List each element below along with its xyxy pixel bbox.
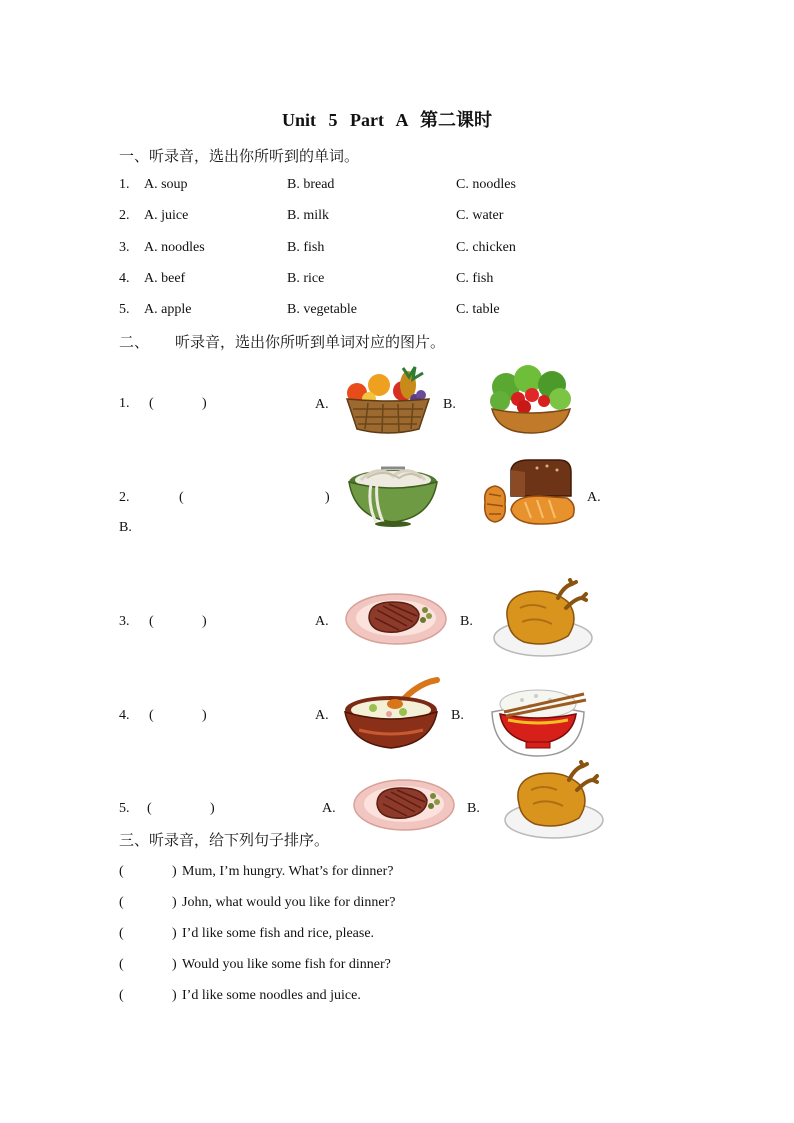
salad-bowl-icon	[488, 365, 574, 435]
option-b: B. rice	[287, 271, 325, 286]
item-number: 5.	[119, 801, 130, 816]
sentence-text: Mum, I’m hungry. What’s for dinner?	[182, 864, 394, 879]
item-number: 3.	[119, 614, 130, 629]
paren-open: (	[179, 490, 184, 505]
paren-open: (	[147, 801, 152, 816]
paren-close: )	[172, 864, 177, 879]
item-number: 4.	[119, 708, 130, 723]
fruit-basket-icon	[343, 363, 433, 435]
option-a: A.	[587, 490, 601, 505]
item-number: 5.	[119, 302, 130, 317]
option-b: B.	[451, 708, 464, 723]
option-b: B. bread	[287, 177, 335, 192]
section1-heading: 一、听录音，选出你所听到的单词。	[119, 147, 360, 165]
option-b: B.	[119, 520, 132, 535]
option-a: A. juice	[144, 208, 189, 223]
option-b: B.	[460, 614, 473, 629]
rice-bowl-icon	[486, 682, 590, 758]
paren-close: )	[202, 708, 207, 723]
paren-open: (	[149, 396, 154, 411]
option-b: B.	[443, 397, 456, 412]
paren-close: )	[210, 801, 215, 816]
item-number: 1.	[119, 177, 130, 192]
paren-close: )	[325, 490, 330, 505]
option-c: C. table	[456, 302, 500, 317]
option-c: C. noodles	[456, 177, 516, 192]
option-a: A.	[315, 708, 329, 723]
option-a: A.	[315, 614, 329, 629]
item-number: 1.	[119, 396, 130, 411]
soup-bowl-icon	[343, 674, 439, 754]
option-a: A. beef	[144, 271, 186, 286]
bread-icon	[481, 458, 579, 528]
option-a: A.	[315, 397, 329, 412]
paren-close: )	[202, 614, 207, 629]
paren-open: (	[119, 957, 124, 972]
sentence-text: I’d like some noodles and juice.	[182, 988, 361, 1003]
sentence-text: John, what would you like for dinner?	[182, 895, 396, 910]
paren-open: (	[119, 864, 124, 879]
beef-plate-icon	[345, 592, 447, 646]
noodles-bowl-icon	[347, 460, 439, 528]
option-b: B. fish	[287, 240, 325, 255]
option-c: C. fish	[456, 271, 494, 286]
option-c: C. water	[456, 208, 504, 223]
option-a: A. noodles	[144, 240, 205, 255]
sentence-text: I’d like some fish and rice, please.	[182, 926, 375, 941]
paren-open: (	[119, 926, 124, 941]
paren-open: (	[149, 708, 154, 723]
option-b: B.	[467, 801, 480, 816]
option-a: A. soup	[144, 177, 188, 192]
item-number: 4.	[119, 271, 130, 286]
paren-open: (	[149, 614, 154, 629]
paren-close: )	[172, 988, 177, 1003]
roast-chicken-icon	[492, 578, 594, 660]
beef-plate-icon	[353, 778, 455, 832]
paren-open: (	[119, 988, 124, 1003]
paren-close: )	[202, 396, 207, 411]
option-c: C. chicken	[456, 240, 516, 255]
section2-heading-number: 二、	[119, 333, 150, 351]
option-b: B. vegetable	[287, 302, 357, 317]
option-a: A. apple	[144, 302, 192, 317]
section2-heading: 听录音，选出你所听到单词对应的图片。	[175, 333, 446, 351]
item-number: 3.	[119, 240, 130, 255]
paren-open: (	[119, 895, 124, 910]
sentence-text: Would you like some fish for dinner?	[182, 957, 391, 972]
paren-close: )	[172, 895, 177, 910]
section3-heading: 三、听录音，给下列句子排序。	[119, 831, 330, 849]
roast-chicken-icon	[503, 760, 605, 842]
paren-close: )	[172, 957, 177, 972]
item-number: 2.	[119, 208, 130, 223]
option-b: B. milk	[287, 208, 330, 223]
item-number: 2.	[119, 490, 130, 505]
page-title: Unit 5 Part A 第二课时	[282, 110, 492, 130]
paren-close: )	[172, 926, 177, 941]
option-a: A.	[322, 801, 336, 816]
